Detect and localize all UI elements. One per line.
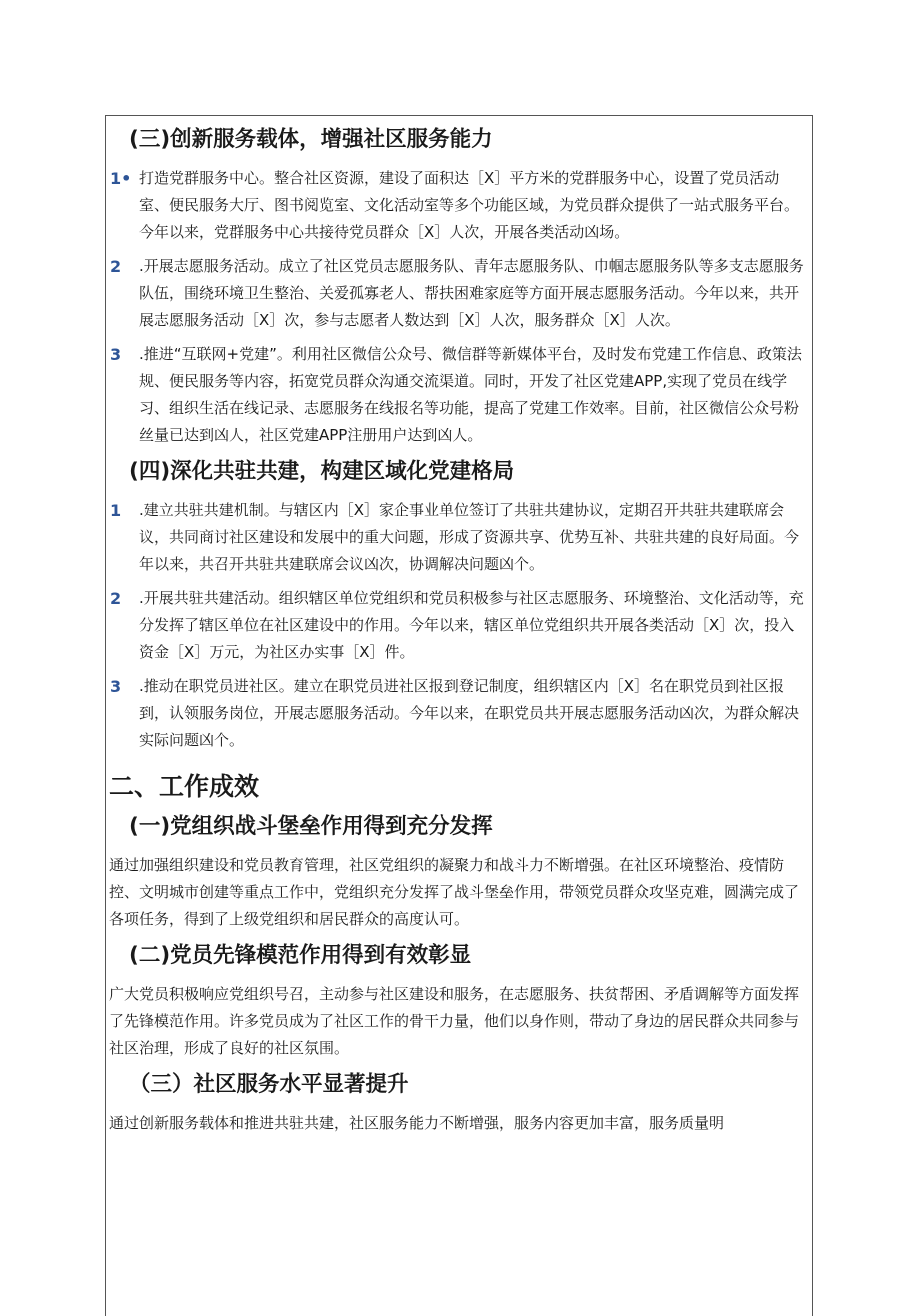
- item-text: .开展志愿服务活动。成立了社区党员志愿服务队、青年志愿服务队、巾帼志愿服务队等多支志愿服务队伍，围绕环境卫生整治、关爱孤寡老人、帮扶困难家庭等方面开展志愿服务活动。今年以来，共开展志愿服务活动［X］次，参与志愿者人数达到［X］人次，服务群众［X］人次。: [139, 257, 804, 329]
- list-item: [107, 253, 809, 334]
- item-text: .推动在职党员进社区。建立在职党员进社区报到登记制度，组织辖区内［X］名在职党员到社区报到，认领服务岗位，开展志愿服务活动。今年以来，在职党员共开展志愿服务活动凶次，为群众解决实际问题凶个。: [139, 677, 800, 749]
- list-item: [107, 497, 809, 578]
- paragraph: 通过创新服务载体和推进共驻共建，社区服务能力不断增强，服务内容更加丰富，服务质量明: [109, 1114, 725, 1132]
- subsection-heading-3: （三）社区服务水平显著提升: [129, 1072, 409, 1097]
- item-text: 打造党群服务中心。整合社区资源，建设了面积达［X］平方米的党群服务中心，设置了党员活动室、便民服务大厅、图书阅览室、文化活动室等多个功能区域，为党员群众提供了一站式服务平台。今年以来，党群服务中心共接待党员群众［X］人次，开展各类活动凶场。: [139, 169, 800, 241]
- item-number: 1•: [110, 169, 132, 188]
- section-heading-4: (四)深化共驻共建，构建区域化党建格局: [129, 459, 515, 484]
- list-item: [107, 585, 809, 666]
- item-number: 3: [110, 345, 122, 364]
- subsection-heading-2: (二)党员先锋模范作用得到有效彰显: [129, 943, 472, 968]
- chapter-heading: 二、工作成效: [109, 772, 260, 801]
- item-number: 2: [110, 589, 122, 608]
- item-number: 1: [110, 501, 122, 520]
- subsection-heading-1: (一)党组织战斗堡垒作用得到充分发挥: [129, 814, 493, 839]
- paragraph: 广大党员积极响应党组织号召，主动参与社区建设和服务，在志愿服务、扶贫帮困、矛盾调解等方面发挥了先锋模范作用。许多党员成为了社区工作的骨干力量，他们以身作则，带动了身边的居民群众共同参与社区治理，形成了良好的社区氛围。: [109, 985, 800, 1057]
- document-body: [107, 115, 809, 1143]
- section-heading-3: (三)创新服务载体，增强社区服务能力: [129, 127, 493, 152]
- list-item: [107, 165, 809, 246]
- paragraph: 通过加强组织建设和党员教育管理，社区党组织的凝聚力和战斗力不断增强。在社区环境整治、疫情防控、文明城市创建等重点工作中，党组织充分发挥了战斗堡垒作用，带领党员群众攻坚克难，圆满完成了各项任务，得到了上级党组织和居民群众的高度认可。: [109, 856, 800, 928]
- list-item: [107, 673, 809, 754]
- item-text: .建立共驻共建机制。与辖区内［X］家企事业单位签订了共驻共建协议，定期召开共驻共建联席会议，共同商讨社区建设和发展中的重大问题，形成了资源共享、优势互补、共驻共建的良好局面。今年以来，共召开共驻共建联席会议凶次，协调解决问题凶个。: [139, 501, 800, 573]
- item-text: .开展共驻共建活动。组织辖区单位党组织和党员积极参与社区志愿服务、环境整治、文化活动等，充分发挥了辖区单位在社区建设中的作用。今年以来，辖区单位党组织共开展各类活动［X］次，投入资金［X］万元，为社区办实事［X］件。: [139, 589, 804, 661]
- item-number: 3: [110, 677, 122, 696]
- list-item: [107, 341, 809, 449]
- item-number: 2: [110, 257, 122, 276]
- item-text: .推进“互联网+党建”。利用社区微信公众号、微信群等新媒体平台，及时发布党建工作信息、政策法规、便民服务等内容，拓宽党员群众沟通交流渠道。同时，开发了社区党建APP,实现了党员在线学习、组织生活在线记录、志愿服务在线报名等功能，提高了党建工作效率。目前，社区微信公众号粉丝量已达到凶人，社区党建APP注册用户达到凶人。: [139, 345, 802, 444]
